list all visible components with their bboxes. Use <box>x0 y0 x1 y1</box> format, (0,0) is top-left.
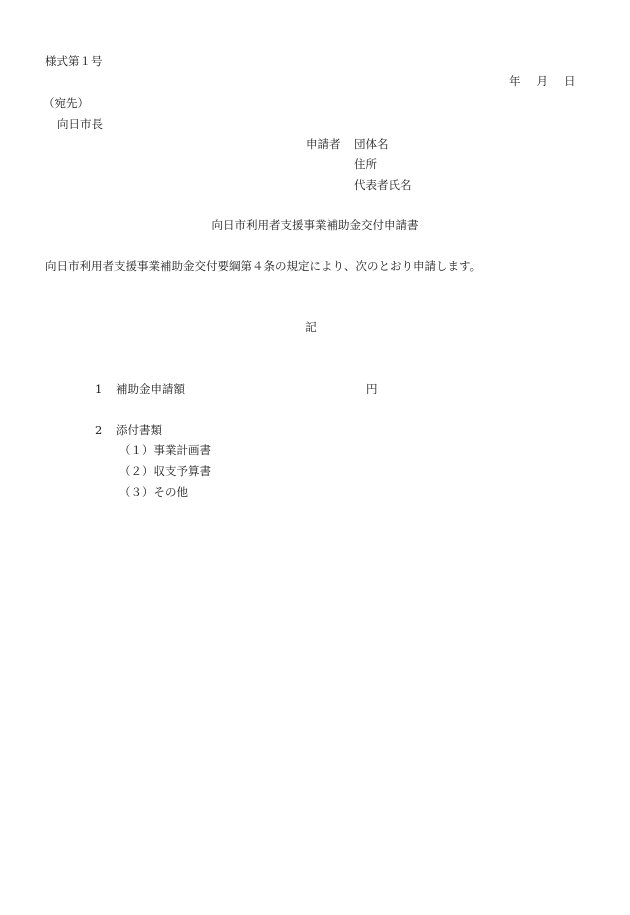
body-text: 向日市利用者支援事業補助金交付要綱第４条の規定により、次のとおり申請します。 <box>45 259 482 273</box>
date-month: 月 <box>536 74 548 88</box>
ki-heading: 記 <box>305 320 317 334</box>
date-line <box>509 74 576 88</box>
item-2-number: 2 <box>95 423 103 437</box>
attachment-item: （１）事業計画書 <box>119 443 211 457</box>
item-1-label: 補助金申請額 <box>116 382 185 396</box>
date-day: 日 <box>564 74 576 88</box>
item-1-unit: 円 <box>366 382 378 396</box>
applicant-organization-label: 団体名 <box>354 137 389 151</box>
item-1-number: 1 <box>95 382 103 396</box>
attachment-item: （２）収支予算書 <box>119 464 211 478</box>
applicant-representative-label: 代表者氏名 <box>354 178 412 192</box>
applicant-address-label: 住所 <box>354 157 377 171</box>
item-2-label: 添付書類 <box>116 423 162 437</box>
attachment-item: （３）その他 <box>119 485 188 499</box>
form-number: 様式第１号 <box>45 54 103 68</box>
date-year: 年 <box>509 74 521 88</box>
addressee-name: 向日市長 <box>57 117 103 131</box>
applicant-label: 申請者 <box>306 137 341 151</box>
document-title: 向日市利用者支援事業補助金交付申請書 <box>211 218 419 232</box>
addressee-label: （宛先） <box>43 96 89 110</box>
